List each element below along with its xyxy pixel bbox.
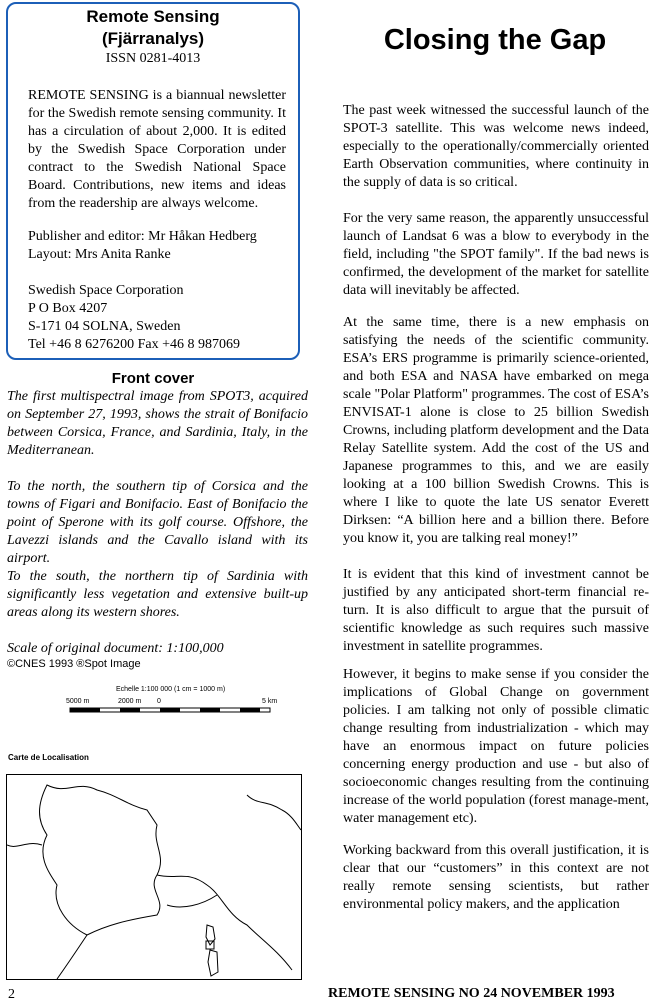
article-paragraph: However, it begins to make sense if you consider the implications of Global Change on government policies. I am talking not only of possible climatic change resulting from industrialization - which may have an enormous impact on future policies concerning energy production and use - but also of socioeconomic changes resulting from the continuing increase of the world population (forest manage-ment, water management etc).: [343, 667, 649, 826]
map-title: Carte de Localisation: [8, 753, 89, 762]
address-line: P O Box 4207: [28, 301, 108, 316]
front-cover-heading: Front cover: [111, 370, 195, 387]
address-line: Tel +46 8 6276200 Fax +46 8 987069: [28, 337, 240, 352]
publisher: Publisher and editor: Mr Håkan Hedberg: [28, 229, 257, 244]
issue-footer: REMOTE SENSING NO 24 NOVEMBER 1993: [328, 986, 615, 1001]
masthead-title: Remote Sensing: [86, 7, 220, 26]
masthead-subtitle: (Fjärranalys): [101, 29, 205, 48]
page-number: 2: [8, 987, 15, 1002]
scalebar-label: 2000 m: [118, 698, 142, 705]
location-map: [6, 774, 302, 980]
scalebar-label: 5 km: [262, 698, 278, 705]
address-line: Swedish Space Corporation: [28, 283, 184, 298]
issn: ISSN 0281-4013: [105, 51, 201, 66]
scalebar-label: 5000 m: [66, 698, 90, 705]
copyright: ©CNES 1993 ®Spot Image: [7, 658, 141, 670]
masthead-about: REMOTE SENSING is a biannual newsletter for the Swedish remote sensing community. It has a circulation of about 2,000. It is edited by the Swedish Space Corporation under contract to the Swedish National Space Board. Contributions, new items and ideas from the readership are always welcome.: [28, 88, 286, 211]
article-headline: Closing the Gap: [383, 24, 607, 56]
layout-credit: Layout: Mrs Anita Ranke: [28, 247, 171, 262]
front-cover-caption: To the north, the southern tip of Corsica and the towns of Figari and Bonifacio. East of Bonifacio the point of Sperone with its golf course. Offshore, the Lavezzi islands and the Cavallo island with its airport.: [7, 479, 308, 566]
article-paragraph: For the very same reason, the apparently unsuccessful launch of Landsat 6 was a blow to everybody in the field, including "the SPOT family". If the bad news is confirmed, the development of the market for satellite data will inevitably be affected.: [343, 211, 649, 298]
front-cover-caption: To the south, the northern tip of Sardinia with significantly less vegetation and extensive built-up areas along its western shores.: [7, 569, 308, 620]
article-paragraph: At the same time, there is a new emphasis on satisfying the needs of the scientific community. ESA’s ERS programme is primarily science-oriented, and both ESA and NASA have embarked on mega scale "Polar Platform" programmes. The cost of ESA’s ENVISAT-1 alone is close to 25 billion Swedish Crowns, including platform development and the Data Relay Satellite system. Add the cost of the US and Japanese programmes to this, and we are easily looking at a 100 billion Swedish Crowns. This is where I like to quote the late US senator Everett Dirksen: “A billion here and a billion there. Before you know it, you are talking real money!”: [343, 315, 649, 546]
article-paragraph: Working backward from this overall justification, it is clear that our “customers” in this context are not really remote sensing scientists, but rather environmental policy makers, and the application: [343, 843, 649, 912]
article-paragraph: It is evident that this kind of investment cannot be justified by any anticipated short-term financial re-turn. It is also difficult to argue that the pursuit of scientific knowledge as such requires such massive investment in satellite programmes.: [343, 567, 649, 654]
address-line: S-171 04 SOLNA, Sweden: [28, 319, 181, 334]
sardinia-shape: [208, 950, 218, 976]
scalebar-label: 0: [157, 698, 161, 705]
front-cover-caption: The first multispectral image from SPOT3, acquired on September 27, 1993, shows the strait of Bonifacio between Corsica, France, and Sardinia, Italy, in the Mediterranean.: [7, 389, 308, 458]
scale-bar: [68, 706, 278, 714]
scale-note: Scale of original document: 1:100,000: [7, 641, 224, 656]
article-paragraph: The past week witnessed the successful launch of the SPOT-3 satellite. This was welcome news indeed, especially to the operationally/commercially oriented Earth Observation communities, where continuity in the supply of data is so critical.: [343, 103, 649, 190]
map-outline: [7, 775, 301, 979]
scalebar-title: Echelle 1:100 000 (1 cm = 1000 m): [116, 686, 226, 693]
